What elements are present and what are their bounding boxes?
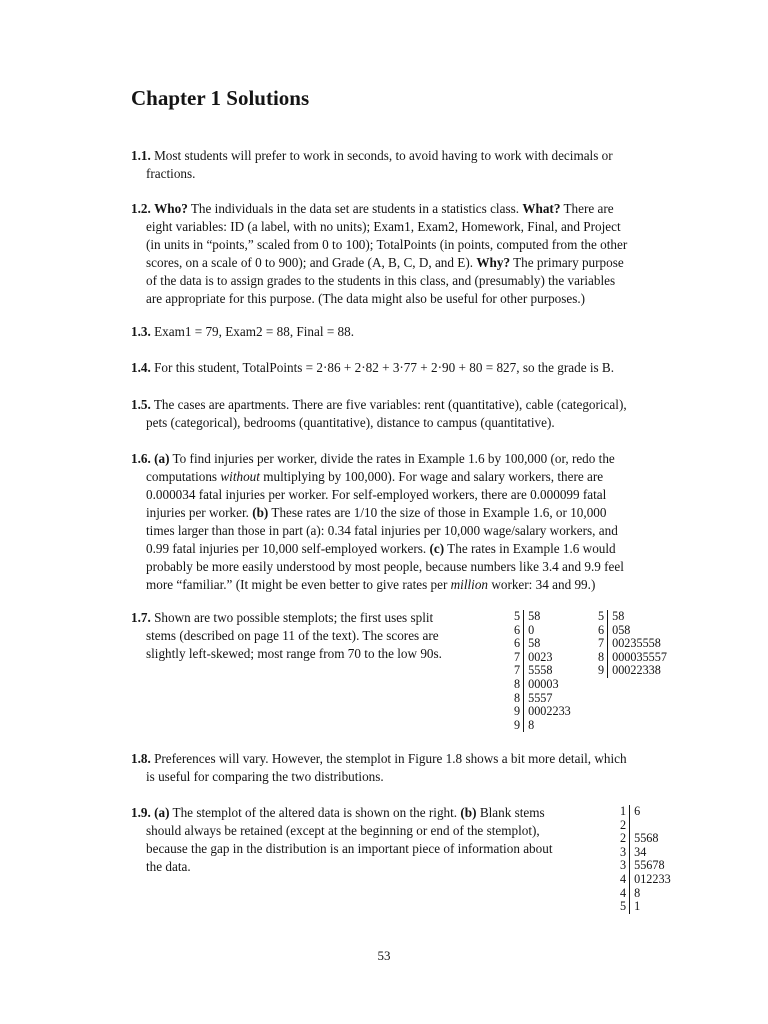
stem-value: 7 (514, 664, 524, 678)
stemplot-row (598, 610, 667, 624)
stem-value: 8 (514, 678, 524, 692)
problem-number: 1.1. (131, 148, 151, 163)
stem-value: 4 (620, 873, 630, 887)
solution-1-6: 1.6. (a) To find injuries per worker, divide the rates in Example 1.6 by 100,000 (or, redo the computations without multiplying by 100,000). For wage and salary workers, there are 0.000034 fatal injuries per worker. For self-employed workers, there are 0.000099 fatal injuries per worker. (b) These rates are 1/10 the size of those in Example 1.6, or 10,000 times larger than those in part (a): 0.34 fatal injuries per 10,000 wage/salary workers, and 0.99 fatal injuries per 10,000 self-employed workers. (c) The rates in Example 1.6 would probably be more easily understood by most people, because numbers like 3.4 and 9.9 feel more “familiar.” (It might be even better to give rates per million worker: 34 and 99.) (131, 451, 624, 592)
stemplot-row (620, 805, 671, 819)
problem-number: 1.7. (131, 610, 151, 625)
leaf-values: 55678 (634, 858, 665, 873)
stemplot-row (514, 719, 571, 733)
stem-value: 4 (620, 887, 630, 901)
chapter-title: Chapter 1 Solutions (131, 86, 310, 110)
leaf-values: 0002233 (528, 704, 571, 719)
leaf-values: 0 (528, 622, 535, 637)
stem-value: 2 (620, 832, 630, 846)
stemplot-split-stems (514, 610, 571, 732)
leaf-values (630, 819, 671, 833)
stem-value: 9 (514, 705, 524, 719)
stemplot-single-stems (598, 610, 667, 678)
solution-1-4: 1.4. For this student, TotalPoints = 2·86 + 2·82 + 3·77 + 2·90 + 80 = 827, so the grade is B. (131, 360, 615, 375)
stemplot-row (514, 664, 571, 678)
problem-number: 1.8. (131, 751, 151, 766)
leaf-values: 8 (528, 717, 535, 732)
leaf-values: 00022338 (612, 663, 661, 678)
stem-value: 7 (598, 637, 608, 651)
stemplot-row (598, 651, 667, 665)
stem-value: 6 (514, 624, 524, 638)
leaf-values: 58 (528, 636, 541, 651)
stem-value: 2 (620, 819, 630, 833)
stemplot-altered-data (620, 805, 671, 914)
solution-1-2: 1.2. Who? The individuals in the data set are students in a statistics class. What? There are eight variables: ID (a label, with no units); Exam1, Exam2, Homework, Final, and Project (in units in “points,” scaled from 0 to 100); TotalPoints (in points, computed from the other scores, on a scale of 0 to 900); and Grade (A, B, C, D, and E). Why? The primary purpose of the data is to assign grades to the students in this class, and (presumably) the variables are appropriate for this purpose. (The data might also be useful for other purposes.) (131, 201, 628, 306)
leaf-values: 00235558 (612, 636, 661, 651)
problem-number: 1.4. (131, 360, 151, 375)
leaf-values: 5568 (634, 831, 659, 846)
leaf-values: 00003 (528, 676, 559, 691)
leaf-values: 6 (634, 804, 641, 818)
leaf-values: 0023 (528, 649, 553, 664)
stem-value: 1 (620, 805, 630, 819)
stem-value: 8 (598, 651, 608, 665)
stem-value: 3 (620, 859, 630, 873)
problem-number: 1.3. (131, 324, 151, 339)
problem-number: 1.2. (131, 201, 151, 216)
stemplot-row (620, 900, 671, 914)
solution-1-5: 1.5. The cases are apartments. There are five variables: rent (quantitative), cable (categorical), pets (categorical), bedrooms (quantitative), distance to campus (quantitative). (131, 397, 627, 430)
stemplot-row (514, 692, 571, 706)
stemplot-row (598, 664, 667, 678)
problem-number: 1.5. (131, 397, 151, 412)
stemplot-row (620, 859, 671, 873)
stemplot-row (620, 832, 671, 846)
stem-value: 7 (514, 651, 524, 665)
stem-value: 5 (514, 610, 524, 624)
solution-1-8: 1.8. Preferences will vary. However, the stemplot in Figure 1.8 shows a bit more detail, which is useful for comparing the two distributions. (131, 751, 627, 784)
leaf-values: 058 (612, 622, 631, 637)
leaf-values: 012233 (634, 871, 671, 886)
problem-number: 1.6. (131, 451, 151, 466)
solution-1-9: 1.9. (a) The stemplot of the altered data is shown on the right. (b) Blank stems should always be retained (except at the beginning or end of the stemplot), because the gap in the distribution is an important piece of information about the data. (131, 805, 553, 874)
solution-1-7: 1.7. Shown are two possible stemplots; the first uses split stems (described on page 11 of the text). The scores are slightly left-skewed; most range from 70 to the low 90s. (131, 610, 442, 661)
stemplot-row (514, 637, 571, 651)
leaf-values: 000035557 (612, 649, 667, 664)
stemplot-row (514, 610, 571, 624)
leaf-values: 5557 (528, 690, 553, 705)
stemplot-row (598, 637, 667, 651)
stem-value: 3 (620, 846, 630, 860)
stemplot-row (514, 624, 571, 638)
stemplot-row (514, 651, 571, 665)
stemplot-row (620, 846, 671, 860)
leaf-values: 8 (634, 885, 641, 900)
leaf-values: 58 (612, 609, 625, 623)
stem-value: 6 (598, 624, 608, 638)
solution-1-1: 1.1. Most students will prefer to work in seconds, to avoid having to work with decimals or fractions. (131, 148, 613, 181)
stem-value: 9 (598, 664, 608, 678)
leaf-values: 34 (634, 844, 647, 859)
stem-value: 8 (514, 692, 524, 706)
solution-1-3: 1.3. Exam1 = 79, Exam2 = 88, Final = 88. (131, 324, 355, 339)
stemplot-row (620, 819, 671, 833)
leaf-values: 58 (528, 609, 541, 623)
stem-value: 9 (514, 719, 524, 733)
leaf-values: 5558 (528, 663, 553, 678)
stem-value: 5 (620, 900, 630, 914)
leaf-values: 1 (634, 899, 641, 914)
stemplot-row (620, 873, 671, 887)
stem-value: 6 (514, 637, 524, 651)
problem-number: 1.9. (131, 805, 151, 820)
stemplot-row (620, 887, 671, 901)
page-number: 53 (377, 948, 391, 963)
stemplot-row (514, 705, 571, 719)
stemplot-row (598, 624, 667, 638)
stem-value: 5 (598, 610, 608, 624)
stemplot-row (514, 678, 571, 692)
